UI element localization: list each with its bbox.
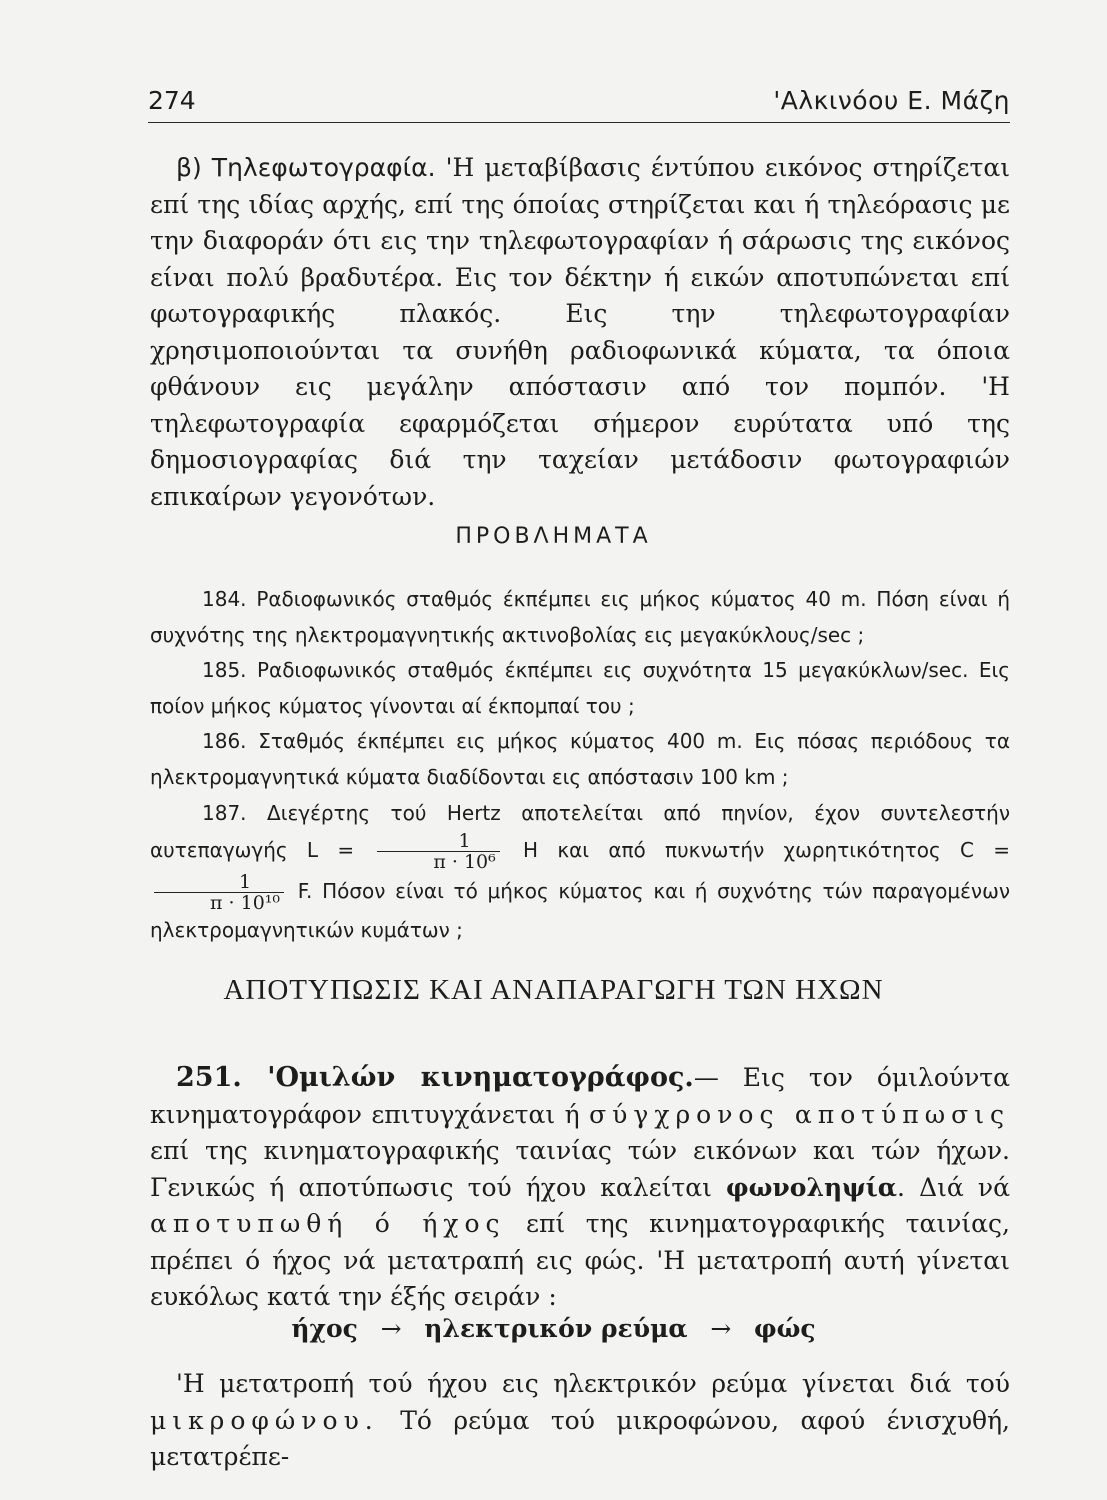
inductance-fraction <box>377 831 499 872</box>
section-251-title: 251. 'Ομιλών κινηματογράφος. <box>176 1062 694 1093</box>
section-251-paragraph <box>150 1060 1010 1316</box>
closing-text-2: Τό ρεύμα τού μικροφώνου, αφού ένισχυθή, μετατρέπε- <box>150 1405 1010 1471</box>
chapter-title: ΑΠΟΤΥΠΩΣΙΣ ΚΑΙ ΑΝΑΠΑΡΑΓΩΓΗ ΤΩΝ ΗΧΩΝ <box>223 974 884 1006</box>
arrow-icon: → <box>380 1314 402 1343</box>
running-head: 'Αλκινόου Ε. Μάζη <box>773 86 1010 115</box>
problem-185: 185. Ραδιοφωνικός σταθμός έκπέμπει εις συχνότητα 15 μεγακύκλων/sec. Εις ποίον μήκος κύματος γίνονται αί έκπομπαί του ; <box>150 658 1010 718</box>
section-251-text-3: . Διά νά <box>897 1172 1010 1202</box>
section-251-text-1: — Εις τον όμιλούντα κινηματογράφον επιτυγχάνεται ή <box>150 1063 1010 1129</box>
section-251-text-4: επί της κινηματογραφικής ταινίας, πρέπει ό ήχος νά μετατραπή εις φώς. 'Η μετατροπή αυτή γίνεται ευκόλως κατά την έξής σειράν : <box>150 1209 1010 1311</box>
problem-187-part2: H και από πυκνωτήν χωρητικότητος C = <box>523 838 1011 863</box>
capacitance-fraction <box>154 872 284 913</box>
page-header <box>148 86 1010 126</box>
formula-electric-current: ηλεκτρικόν ρεύμα <box>424 1314 688 1343</box>
problems-heading: ΠΡΟΒΛΗΜΑΤΑ <box>455 524 652 549</box>
page-number: 274 <box>148 86 196 115</box>
inductance-denominator: π · 10⁶ <box>433 851 496 874</box>
section-251-spaced-1: σύγχρονος αποτύπωσις <box>589 1099 1010 1129</box>
section-251-text-2: επί της κινηματογραφικής ταινίας τών εικόνων και τών ήχων. Γενικώς ή αποτύπωσις τού ήχου καλείται <box>150 1136 1010 1202</box>
problem-187-part3: F. Πόσον είναι τό μήκος κύματος και ή συχνότης τών παραγομένων ηλεκτρομαγνητικών κυμάτων ; <box>150 879 1010 943</box>
problem-187 <box>150 796 1010 949</box>
problems-list <box>150 582 1010 949</box>
formula-sound: ήχος <box>291 1314 358 1343</box>
section-251-term-phonolepsia: φωνοληψία <box>726 1172 898 1202</box>
problem-187-part1: 187. Διεγέρτης τού Hertz αποτελείται από πηνίον, έχον συντελεστήν αυτεπαγωγής L = <box>150 800 1010 863</box>
problem-186: 186. Σταθμός έκπέμπει εις μήκος κύματος 400 m. Εις πόσας περιόδους τα ηλεκτρομαγνητικά κύματα διαδίδονται εις απόστασιν 100 km ; <box>150 729 1010 789</box>
section-b-text: 'Η μεταβίβασις έντύπου εικόνος στηρίζεται επί της ιδίας αρχής, επί της όποίας στηρίζεται και ή τηλεόρασις με την διαφοράν ότι εις την τηλεφωτογραφίαν ή σάρωσις της εικόνος είναι πολύ βραδυτέρα. Εις τον δέκτην ή εικών αποτυπώνεται επί φωτογραφικής πλακός. Εις την τηλεφωτογραφίαν χρησιμοποιούνται τα συνήθη ραδιοφωνικά κύματα, τα όποια φθάνουν εις μεγάλην απόστασιν από τον πομπόν. 'Η τηλεφωτογραφία εφαρμόζεται σήμερον ευρύτατα υπό της δημοσιογραφίας διά την ταχείαν μετάδοσιν φωτογραφιών επικαίρων γεγονότων. <box>150 153 1011 511</box>
conversion-formula <box>0 1314 1107 1343</box>
section-b-paragraph <box>150 150 1010 515</box>
problem-184: 184. Ραδιοφωνικός σταθμός έκπέμπει εις μήκος κύματος 40 m. Πόση είναι ή συχνότης της ηλεκτρομαγνητικής ακτινοβολίας εις μεγακύκλους/sec ; <box>150 587 1010 647</box>
closing-paragraph <box>150 1366 1010 1476</box>
capacitance-numerator: 1 <box>154 872 284 893</box>
capacitance-denominator: π · 10¹⁰ <box>210 892 281 915</box>
arrow-icon: → <box>710 1314 732 1343</box>
closing-text-1: 'Η μετατροπή τού ήχου εις ηλεκτρικόν ρεύμα γίνεται διά τού <box>176 1369 1010 1398</box>
header-rule <box>148 122 1010 123</box>
inductance-numerator: 1 <box>377 831 499 852</box>
section-251-spaced-2: αποτυπωθή ό ήχος <box>150 1209 506 1238</box>
closing-spaced: μικροφώνου. <box>150 1405 379 1435</box>
section-b-title: β) Τηλεφωτογραφία. <box>176 153 436 182</box>
formula-light: φώς <box>754 1314 816 1343</box>
